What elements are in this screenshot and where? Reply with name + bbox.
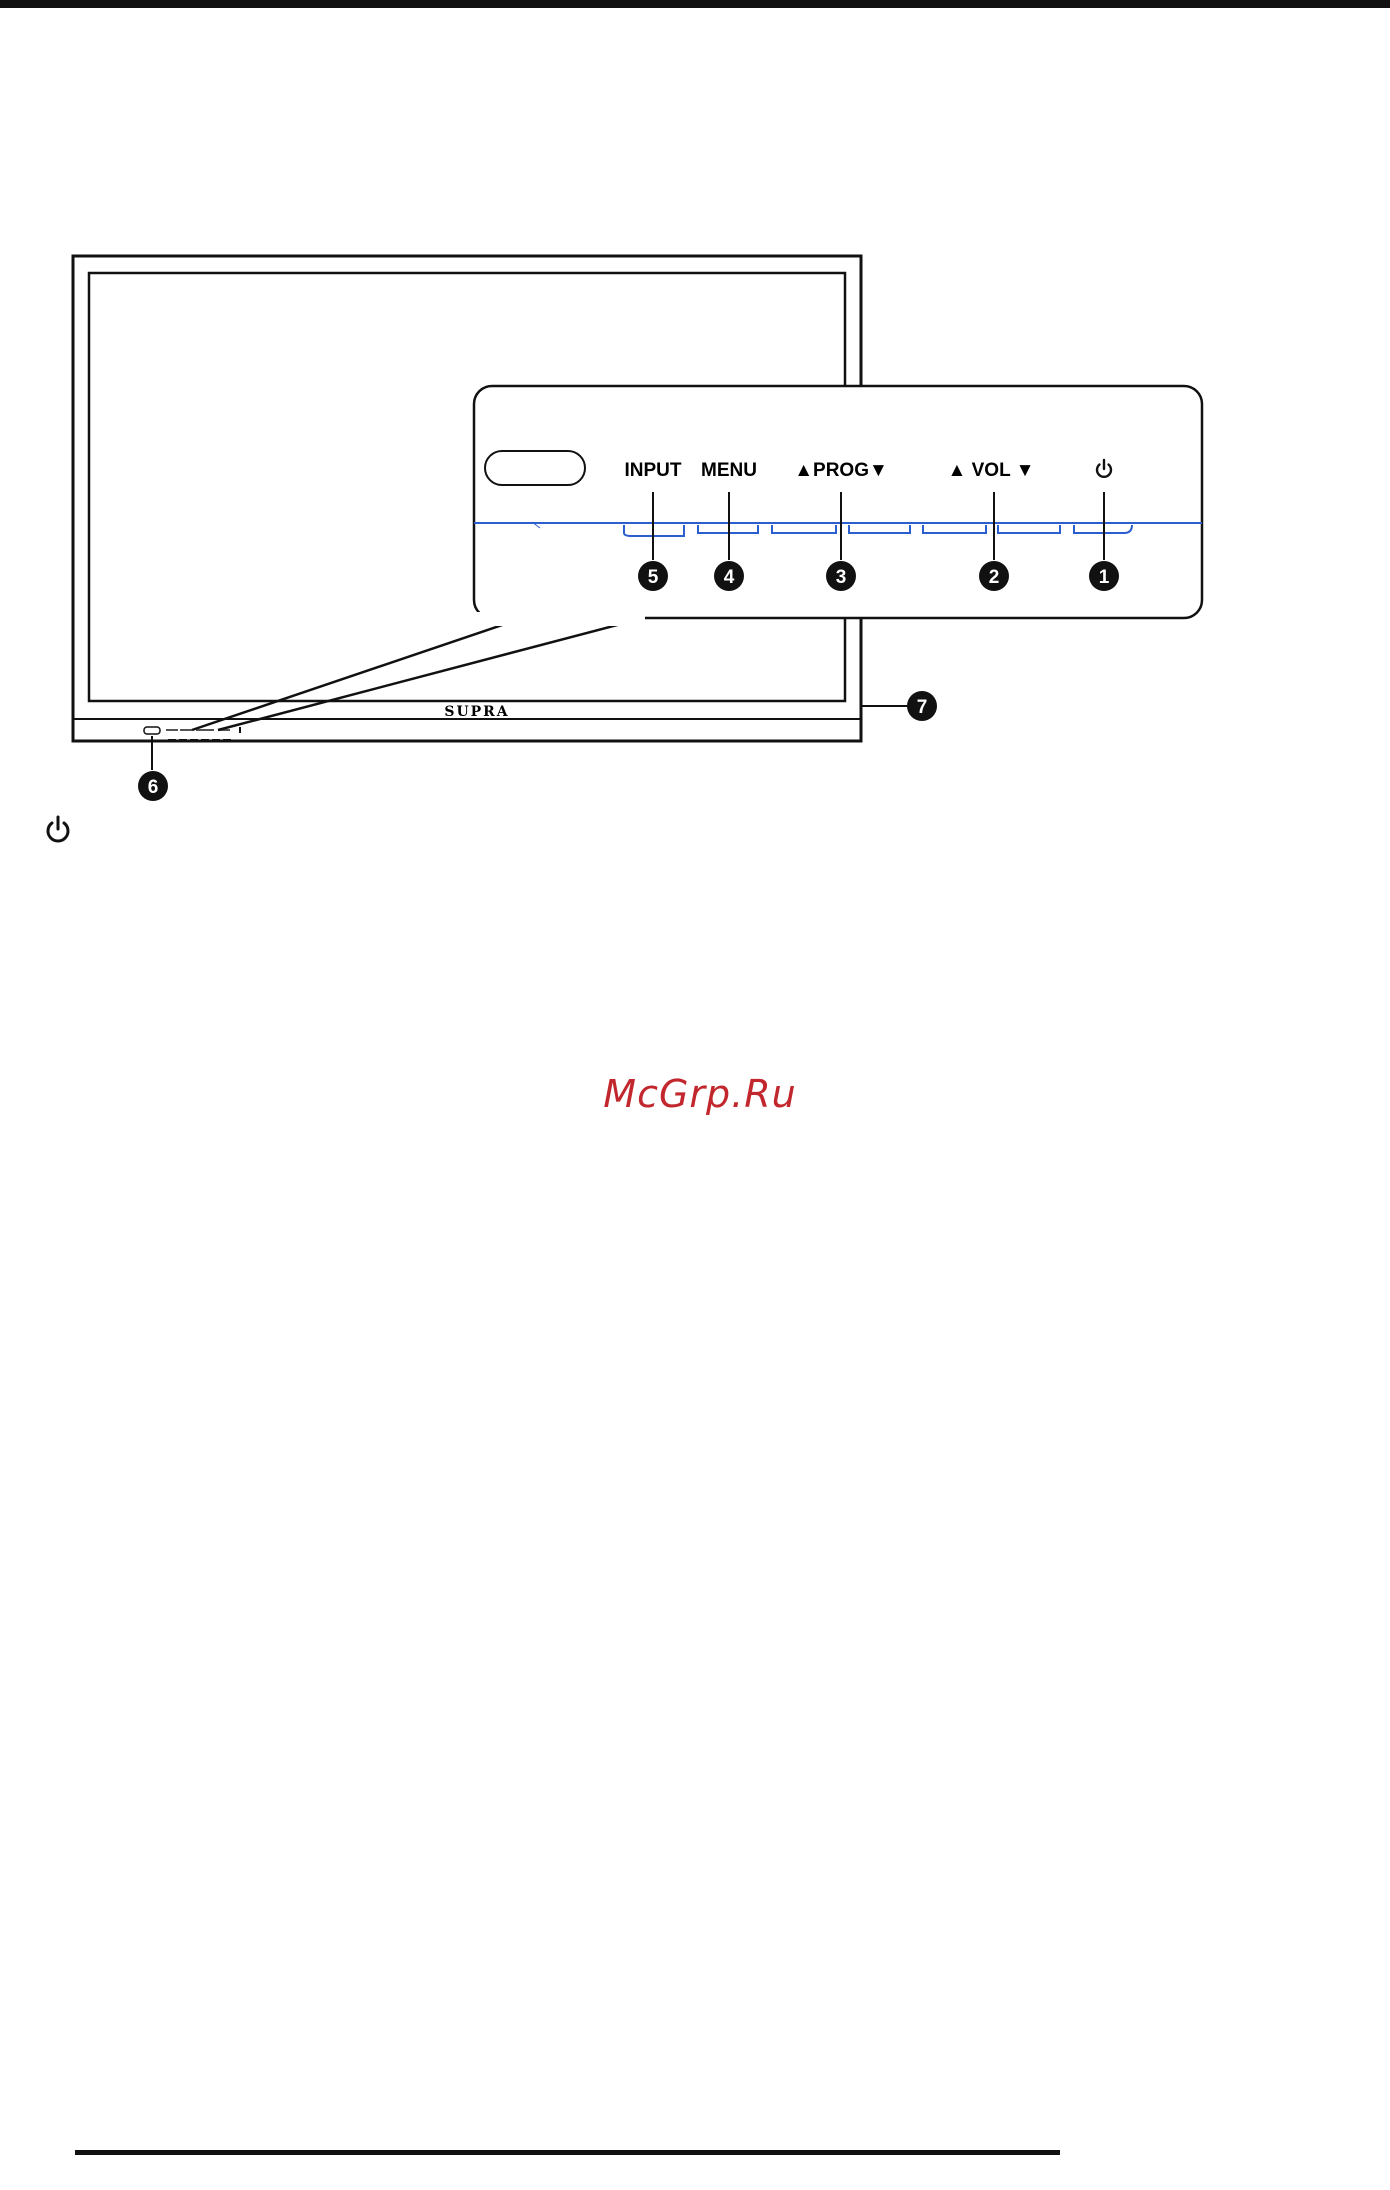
- watermark: McGrp.Ru: [603, 1072, 797, 1116]
- callout-4: [714, 561, 744, 591]
- callout-6: [138, 771, 168, 801]
- svg-text:5: 5: [647, 567, 659, 588]
- svg-text:7: 7: [916, 697, 928, 718]
- input-label: INPUT: [624, 460, 682, 481]
- prog-label: ▲PROG▼: [794, 460, 888, 481]
- menu-label: MENU: [701, 460, 757, 481]
- control-panel-zoom: [470, 386, 1202, 626]
- vol-label: ▲ VOL ▼: [947, 460, 1035, 481]
- callout-5: [638, 561, 668, 591]
- callout-3: [826, 561, 856, 591]
- svg-text:1: 1: [1098, 567, 1110, 588]
- svg-text:2: 2: [988, 567, 1000, 588]
- top-rule: [0, 0, 1390, 8]
- callout-7: [907, 691, 937, 721]
- svg-text:3: 3: [835, 567, 847, 588]
- callout-2: [979, 561, 1009, 591]
- power-icon: [48, 817, 68, 841]
- callout-1: [1089, 561, 1119, 591]
- brand-logo: SUPRA: [444, 704, 510, 720]
- svg-text:4: 4: [723, 567, 735, 588]
- zoom-leader-lines: [192, 619, 640, 730]
- svg-text:6: 6: [147, 777, 159, 798]
- bottom-rule: [75, 2150, 1060, 2155]
